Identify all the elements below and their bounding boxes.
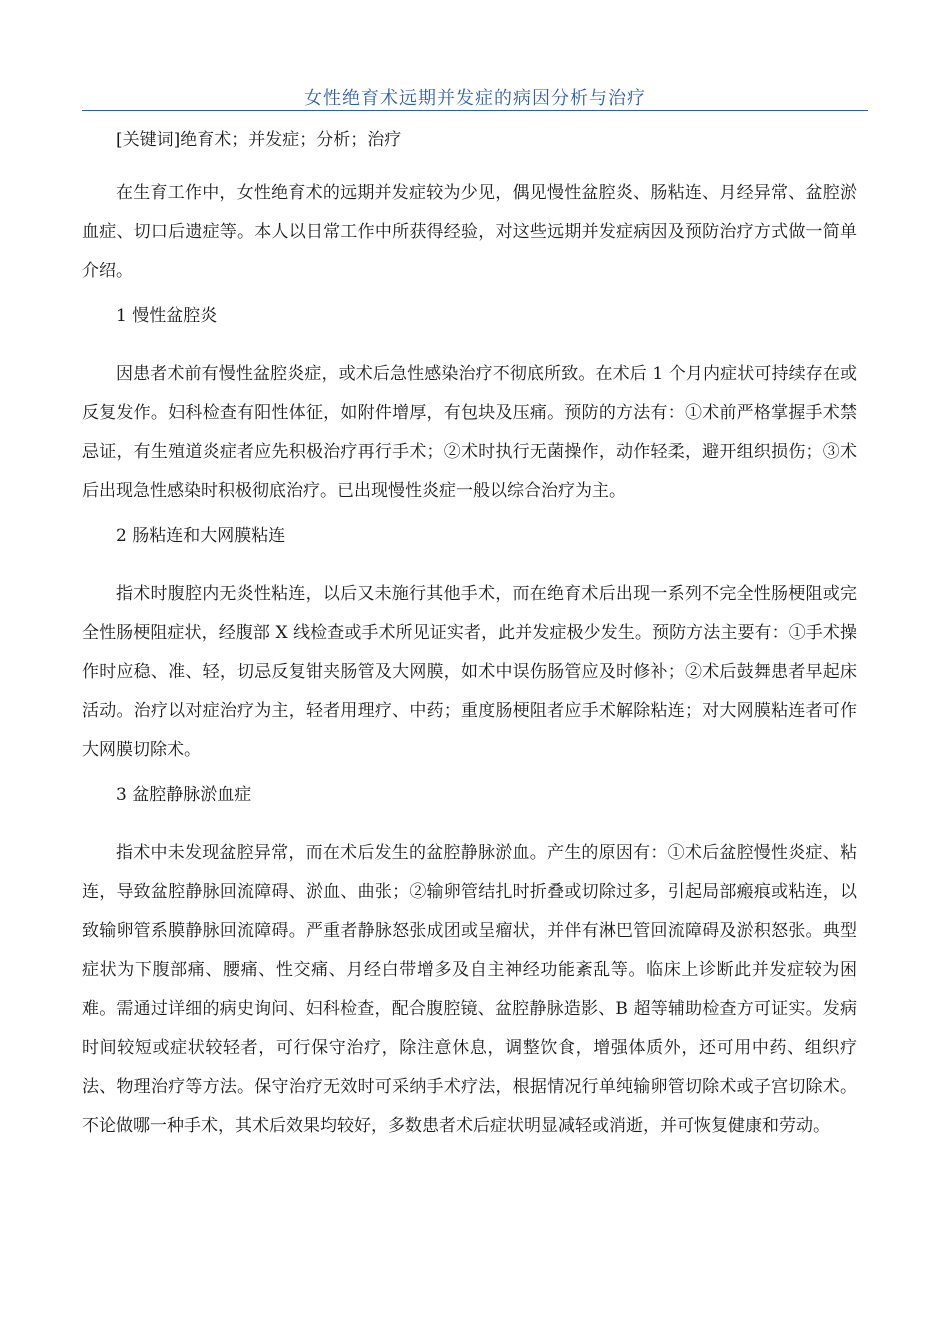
- section-body-chronic-pelvic-inflammation: 因患者术前有慢性盆腔炎症，或术后急性感染治疗不彻底所致。在术后 1 个月内症状可持续存在或反复发作。妇科检查有阳性体征，如附件增厚，有包块及压痛。预防的方法有：①术前严格掌握手术禁忌证，有生殖道炎症者应先积极治疗再行手术；②术时执行无菌操作，动作轻柔，避开组织损伤；③术后出现急性感染时积极彻底治疗。已出现慢性炎症一般以综合治疗为主。: [82, 364, 857, 501]
- intro-paragraph: 在生育工作中，女性绝育术的远期并发症较为少见，偶见慢性盆腔炎、肠粘连、月经异常、盆腔淤血症、切口后遗症等。本人以日常工作中所获得经验，对这些远期并发症病因及预防治疗方式做一简单介绍。: [82, 183, 857, 281]
- section-heading-intestinal-adhesion: 2 肠粘连和大网膜粘连: [116, 526, 286, 546]
- section-body-intestinal-adhesion: 指术时腹腔内无炎性粘连，以后又未施行其他手术，而在绝育术后出现一系列不完全性肠梗阻或完全性肠梗阻症状，经腹部 X 线检查或手术所见证实者，此并发症极少发生。预防方法主要有：①手术操作时应稳、准、轻，切忌反复钳夹肠管及大网膜，如术中误伤肠管应及时修补；②术后鼓舞患者早起床活动。治疗以对症治疗为主，轻者用理疗、中药；重度肠梗阻者应手术解除粘连；对大网膜粘连者可作大网膜切除术。: [82, 584, 857, 760]
- page-title: 女性绝育术远期并发症的病因分析与治疗: [304, 88, 646, 109]
- section-body-pelvic-congestion: 指术中未发现盆腔异常，而在术后发生的盆腔静脉淤血。产生的原因有：①术后盆腔慢性炎症、粘连，导致盆腔静脉回流障碍、淤血、曲张；②输卵管结扎时折叠或切除过多，引起局部瘢痕或粘连，以致输卵管系膜静脉回流障碍。严重者静脉怒张成团或呈瘤状，并伴有淋巴管回流障碍及淤积怒张。典型症状为下腹部痛、腰痛、性交痛、月经白带增多及自主神经功能紊乱等。临床上诊断此并发症较为困难。需通过详细的病史询问、妇科检查，配合腹腔镜、盆腔静脉造影、B 超等辅助检查方可证实。发病时间较短或症状较轻者，可行保守治疗，除注意休息，调整饮食，增强体质外，还可用中药、组织疗法、物理治疗等方法。保守治疗无效时可采纳手术疗法，根据情况行单纯输卵管切除术或子宫切除术。不论做哪一种手术，其术后效果均较好，多数患者术后症状明显减轻或消逝，并可恢复健康和劳动。: [82, 843, 857, 1136]
- section-heading-chronic-pelvic-inflammation: 1 慢性盆腔炎: [116, 306, 218, 326]
- section-heading-pelvic-congestion: 3 盆腔静脉淤血症: [116, 785, 252, 805]
- keywords-line: [关键词]绝育术；并发症；分析；治疗: [116, 130, 402, 150]
- document-body: [82, 128, 857, 1159]
- page-header: [82, 78, 868, 111]
